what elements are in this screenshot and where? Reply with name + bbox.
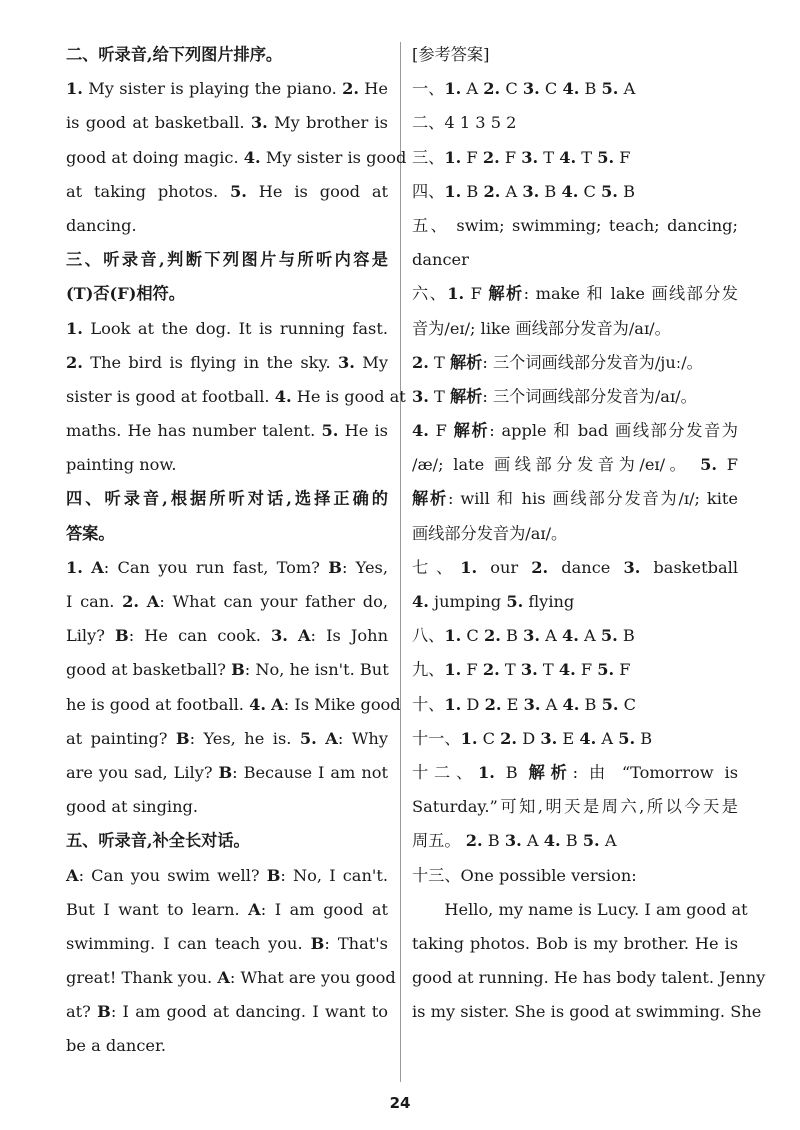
line-text: B — [579, 694, 602, 714]
line-text: : 三个词画线部分发音为/aɪ/。 — [482, 386, 697, 406]
item-number: 解析 — [412, 489, 448, 509]
text-line — [412, 995, 762, 1029]
text-line — [412, 312, 738, 346]
item-number: 4. — [543, 831, 561, 851]
line-text: 十二、 — [412, 762, 478, 782]
line-text: A — [596, 728, 619, 748]
line-text: dance — [548, 557, 624, 577]
text-line — [412, 482, 738, 516]
section-heading: (T)否(F)相符。 — [66, 284, 185, 304]
item-number: 5. — [321, 421, 339, 441]
text-line — [66, 756, 388, 790]
line-text: : That's — [324, 933, 388, 953]
item-number: 2. — [482, 660, 500, 680]
line-text: at? — [66, 1002, 98, 1022]
line-text: A — [539, 626, 562, 646]
line-text: 一、 — [412, 79, 445, 99]
text-line — [412, 927, 738, 961]
text-line — [412, 106, 738, 140]
item-number: 5. — [582, 831, 600, 851]
line-text: : Can you swim well? — [78, 865, 267, 885]
line-text: /æ/; late 画线部分发音为/eɪ/。 — [412, 455, 701, 475]
text-line — [66, 653, 388, 687]
item-number: 4. — [243, 147, 261, 167]
text-line — [66, 346, 388, 380]
line-text: 三、 — [412, 147, 445, 167]
section-heading: 答案。 — [66, 523, 115, 543]
line-text: dancer — [412, 250, 469, 270]
line-text: B — [579, 79, 602, 99]
line-text: He — [358, 79, 388, 99]
line-text: 十一、 — [412, 728, 461, 748]
line-text: My sister is playing the piano. — [82, 79, 343, 99]
line-text: B — [635, 728, 653, 748]
line-text: he is good at football. — [66, 694, 250, 714]
item-number: B — [310, 933, 325, 953]
line-text: 十、 — [412, 694, 445, 714]
line-text: 七、 — [412, 557, 461, 577]
line-text: : Because I am not — [232, 762, 388, 782]
line-text: A — [599, 831, 617, 851]
item-number: 4. — [274, 386, 292, 406]
text-line — [412, 653, 738, 687]
line-text: F — [464, 284, 489, 304]
text-line — [412, 448, 738, 482]
item-number: A — [297, 626, 311, 646]
line-text: : He can cook. — [128, 626, 271, 646]
item-number: 4. — [412, 592, 429, 611]
text-line — [66, 72, 388, 106]
section-heading: 三、听录音,判断下列图片与所听内容是 — [66, 250, 388, 270]
item-number: 3. — [522, 79, 540, 99]
line-text: B — [560, 831, 583, 851]
item-number: 解析 — [450, 386, 483, 406]
item-number: 5. — [597, 660, 615, 680]
line-text: : apple 和 bad 画线部分发音为 — [489, 421, 738, 441]
line-text: F — [461, 660, 483, 680]
text-line — [412, 141, 738, 175]
line-text: But I want to learn. — [66, 899, 249, 919]
text-line — [66, 175, 388, 209]
item-number: 2. — [412, 352, 429, 372]
page-number: 24 — [389, 1094, 411, 1112]
line-text: at taking photos. — [66, 181, 230, 201]
item-number: B — [175, 728, 190, 748]
line-text: My brother is — [267, 113, 388, 133]
line-text: C — [500, 79, 523, 99]
item-number: 4. — [562, 694, 580, 714]
line-text: F — [499, 147, 522, 167]
line-text: jumping — [428, 592, 507, 611]
text-line — [66, 551, 388, 585]
text-line — [66, 414, 388, 448]
answers-title: [参考答案] — [412, 45, 490, 64]
line-text: T — [538, 147, 560, 167]
text-line — [412, 551, 738, 585]
line-text: painting now. — [66, 455, 177, 475]
item-number: A — [325, 728, 338, 748]
line-text: Hello, my name is Lucy. I am good at — [444, 899, 748, 919]
item-number: 4. — [562, 79, 580, 99]
item-number: 1. — [444, 181, 462, 201]
line-text: : 由 “Tomorrow is — [572, 762, 739, 782]
text-line — [66, 448, 388, 482]
line-text: A — [540, 694, 563, 714]
item-number: 5. — [506, 592, 524, 611]
item-number: 1. — [477, 762, 495, 782]
text-line — [412, 859, 738, 893]
line-text: : Is Mike good — [283, 694, 401, 714]
item-number: 4. — [249, 694, 266, 714]
line-text: taking photos. Bob is my brother. He is — [412, 933, 738, 953]
line-text: : I am good at dancing. I want to — [110, 1002, 388, 1022]
item-number: 1. — [444, 660, 462, 680]
line-text: I can. — [66, 592, 123, 611]
line-text: are you sad, Lily? — [66, 762, 219, 782]
text-line — [412, 517, 738, 551]
line-text: : What can your father do, — [159, 592, 388, 611]
line-text: T — [576, 147, 598, 167]
item-number: 3. — [522, 181, 540, 201]
line-text: 五、 swim; swimming; teach; dancing; — [412, 215, 738, 235]
text-line — [412, 585, 738, 619]
text-line — [412, 380, 738, 414]
column-divider — [400, 42, 401, 1082]
item-number: B — [328, 557, 342, 577]
item-number: 2. — [483, 79, 501, 99]
item-number: 1. — [444, 694, 462, 714]
line-text: C — [618, 694, 636, 714]
line-text: : 三个词画线部分发音为/juː/。 — [482, 352, 703, 372]
text-line — [66, 1029, 388, 1063]
line-text: : Can you run fast, Tom? — [103, 557, 329, 577]
line-text: C — [477, 728, 501, 748]
line-text: good at running. He has body talent. Jenny — [412, 968, 766, 988]
line-text: at painting? — [66, 728, 176, 748]
item-number: 5. — [597, 147, 615, 167]
text-line — [66, 106, 388, 140]
item-number: 3. — [270, 626, 288, 646]
line-text: : I am good at — [260, 899, 388, 919]
item-number: 解析 — [453, 421, 490, 441]
text-line — [66, 893, 388, 927]
item-number: B — [231, 660, 245, 680]
line-text: : No, he isn't. But — [244, 660, 389, 680]
line-text: 十三、One possible version: — [412, 865, 637, 885]
item-number: 5. — [700, 455, 718, 475]
line-text: F — [575, 660, 598, 680]
line-text: our — [477, 557, 532, 577]
line-text: T — [428, 386, 450, 406]
line-text: B — [482, 831, 505, 851]
item-number: A — [271, 694, 284, 714]
section-heading: 四、听录音,根据所听对话,选择正确的 — [66, 489, 388, 509]
item-number: A — [217, 968, 230, 988]
line-text: 九、 — [412, 660, 445, 680]
text-line — [412, 175, 738, 209]
text-line — [412, 756, 738, 790]
item-number: 4. — [412, 421, 429, 441]
line-text: A — [521, 831, 544, 851]
line-text: : Yes, — [341, 557, 388, 577]
line-text: basketball — [640, 557, 739, 577]
line-text: : Why — [337, 728, 389, 748]
line-text — [288, 626, 298, 645]
line-text: F — [614, 147, 631, 167]
item-number: 1. — [460, 728, 478, 748]
text-line — [66, 141, 407, 175]
item-number: B — [97, 1002, 111, 1022]
line-text: 画线部分发音为/aɪ/。 — [412, 523, 568, 543]
item-number: 1. — [66, 557, 83, 577]
text-line — [66, 722, 388, 756]
item-number: 解析 — [488, 284, 524, 304]
text-line — [66, 209, 388, 243]
item-number: 3. — [523, 626, 540, 646]
line-text: T — [428, 352, 450, 372]
section-heading: 二、听录音,给下列图片排序。 — [66, 45, 283, 64]
text-line — [66, 790, 388, 824]
item-number: 4. — [579, 728, 597, 748]
text-line — [412, 961, 766, 995]
item-number: 3. — [412, 386, 429, 406]
text-line — [412, 893, 748, 927]
line-text: F — [461, 147, 483, 167]
text-line — [412, 243, 738, 277]
text-line — [412, 790, 738, 824]
item-number: 1. — [444, 626, 462, 646]
item-number: 2. — [482, 147, 500, 167]
item-number: 3. — [523, 694, 541, 714]
item-number: 5. — [601, 79, 619, 99]
text-line — [66, 859, 388, 893]
item-number: B — [266, 865, 281, 885]
text-line — [412, 346, 738, 380]
line-text: C — [578, 181, 602, 201]
item-number: 2. — [483, 626, 501, 646]
text-line — [66, 619, 388, 653]
item-number: 1. — [447, 284, 465, 304]
item-number: 1. — [444, 147, 462, 167]
line-text: B — [461, 181, 484, 201]
line-text: C — [461, 626, 484, 646]
item-number: 3. — [520, 660, 538, 680]
line-text: : make 和 lake 画线部分发 — [523, 284, 738, 304]
item-number: A — [66, 865, 79, 885]
right-column — [412, 38, 766, 1029]
text-line — [66, 927, 388, 961]
line-text: 八、 — [412, 626, 445, 646]
line-text: Lily? — [66, 626, 116, 646]
item-number: 5. — [600, 626, 618, 646]
line-text: B — [494, 762, 529, 782]
item-number: 3. — [338, 352, 355, 372]
line-text: A — [578, 626, 601, 646]
line-text: 周五。 — [412, 831, 466, 851]
line-text: Saturday.”可知,明天是周六,所以今天是 — [412, 797, 738, 817]
text-line — [66, 961, 396, 995]
item-number: 2. — [465, 831, 483, 851]
text-line — [66, 688, 401, 722]
line-text: My sister is good — [260, 147, 407, 167]
item-number: 2. — [500, 728, 518, 748]
item-number: 1. — [66, 79, 83, 99]
item-number: A — [91, 557, 104, 577]
line-text: swimming. I can teach you. — [66, 933, 311, 953]
item-number: 1. — [66, 318, 83, 338]
line-text: : What are you good — [229, 968, 396, 988]
item-number: 4. — [561, 181, 579, 201]
line-text: T — [537, 660, 559, 680]
text-line — [412, 824, 738, 858]
line-text: good at singing. — [66, 797, 199, 817]
line-text: D — [517, 728, 541, 748]
item-number: 2. — [342, 79, 359, 99]
line-text: F — [428, 421, 454, 441]
line-text: F — [614, 660, 631, 680]
item-number: 解析 — [528, 762, 573, 782]
item-number: 2. — [483, 181, 501, 201]
item-number: 3. — [504, 831, 522, 851]
item-number: 5. — [601, 181, 618, 201]
line-text: good at doing magic. — [66, 147, 244, 167]
line-text: He is good at — [291, 386, 406, 406]
text-line — [412, 414, 738, 448]
item-number: A — [146, 592, 160, 611]
line-text: : Yes, he is. — [189, 728, 300, 748]
line-text: is good at basketball. — [66, 113, 251, 133]
item-number: A — [248, 899, 261, 919]
text-line — [66, 312, 388, 346]
line-text: E — [557, 728, 580, 748]
line-text: C — [539, 79, 563, 99]
item-number: 解析 — [450, 352, 483, 372]
line-text: A — [500, 181, 523, 201]
line-text: B — [617, 626, 635, 646]
item-number: 5. — [618, 728, 636, 748]
line-text: B — [539, 181, 562, 201]
item-number: 5. — [601, 694, 619, 714]
line-text: T — [499, 660, 521, 680]
line-text: 六、 — [412, 284, 448, 304]
text-line — [412, 209, 738, 243]
text-line — [66, 585, 388, 619]
text-line — [412, 72, 738, 106]
line-text: : will 和 his 画线部分发音为/ɪ/; kite — [447, 489, 738, 509]
line-text: D — [461, 694, 485, 714]
item-number: 4. — [559, 147, 577, 167]
line-text: : Is John — [310, 626, 388, 646]
line-text: He is — [338, 421, 388, 441]
text-line — [412, 619, 738, 653]
line-text: 二、4 1 3 5 2 — [412, 113, 517, 133]
item-number: 2. — [484, 694, 502, 714]
text-line — [66, 380, 406, 414]
line-text: be a dancer. — [66, 1036, 167, 1056]
line-text: sister is good at football. — [66, 386, 275, 406]
line-text: is my sister. She is good at swimming. She — [412, 1002, 762, 1022]
section-heading: 五、听录音,补全长对话。 — [66, 831, 250, 851]
line-text: 音为/eɪ/; like 画线部分发音为/aɪ/。 — [412, 318, 671, 338]
line-text: Look at the dog. It is running fast. — [82, 318, 388, 338]
line-text: B — [617, 181, 635, 201]
item-number: 3. — [623, 557, 641, 577]
item-number: 5. — [229, 181, 247, 201]
line-text — [139, 592, 147, 611]
item-number: 2. — [531, 557, 549, 577]
item-number: 1. — [444, 79, 462, 99]
line-text: dancing. — [66, 215, 137, 235]
text-line — [412, 688, 738, 722]
text-line — [412, 722, 738, 756]
line-text: My — [354, 352, 388, 372]
line-text: A — [461, 79, 484, 99]
line-text: flying — [523, 592, 575, 611]
item-number: 5. — [299, 728, 317, 748]
line-text: E — [501, 694, 524, 714]
item-number: 3. — [250, 113, 268, 133]
item-number: B — [115, 626, 129, 646]
item-number: 1. — [460, 557, 478, 577]
text-line — [412, 277, 738, 311]
item-number: 2. — [122, 592, 140, 611]
line-text: good at basketball? — [66, 660, 232, 680]
line-text — [83, 558, 91, 577]
line-text: A — [618, 79, 636, 99]
text-line — [66, 995, 388, 1029]
item-number: 3. — [521, 147, 539, 167]
item-number: 4. — [561, 626, 579, 646]
item-number: 4. — [558, 660, 576, 680]
line-text: The bird is flying in the sky. — [82, 352, 338, 372]
line-text: F — [717, 455, 738, 475]
left-column — [66, 38, 407, 1064]
line-text: B — [500, 626, 524, 646]
line-text: great! Thank you. — [66, 968, 218, 988]
line-text: maths. He has number talent. — [66, 421, 322, 441]
line-text: : No, I can't. — [280, 865, 388, 885]
line-text: He is good at — [246, 181, 388, 201]
item-number: 3. — [540, 728, 558, 748]
item-number: B — [218, 762, 233, 782]
item-number: 2. — [66, 352, 83, 372]
line-text: 四、 — [412, 181, 445, 201]
